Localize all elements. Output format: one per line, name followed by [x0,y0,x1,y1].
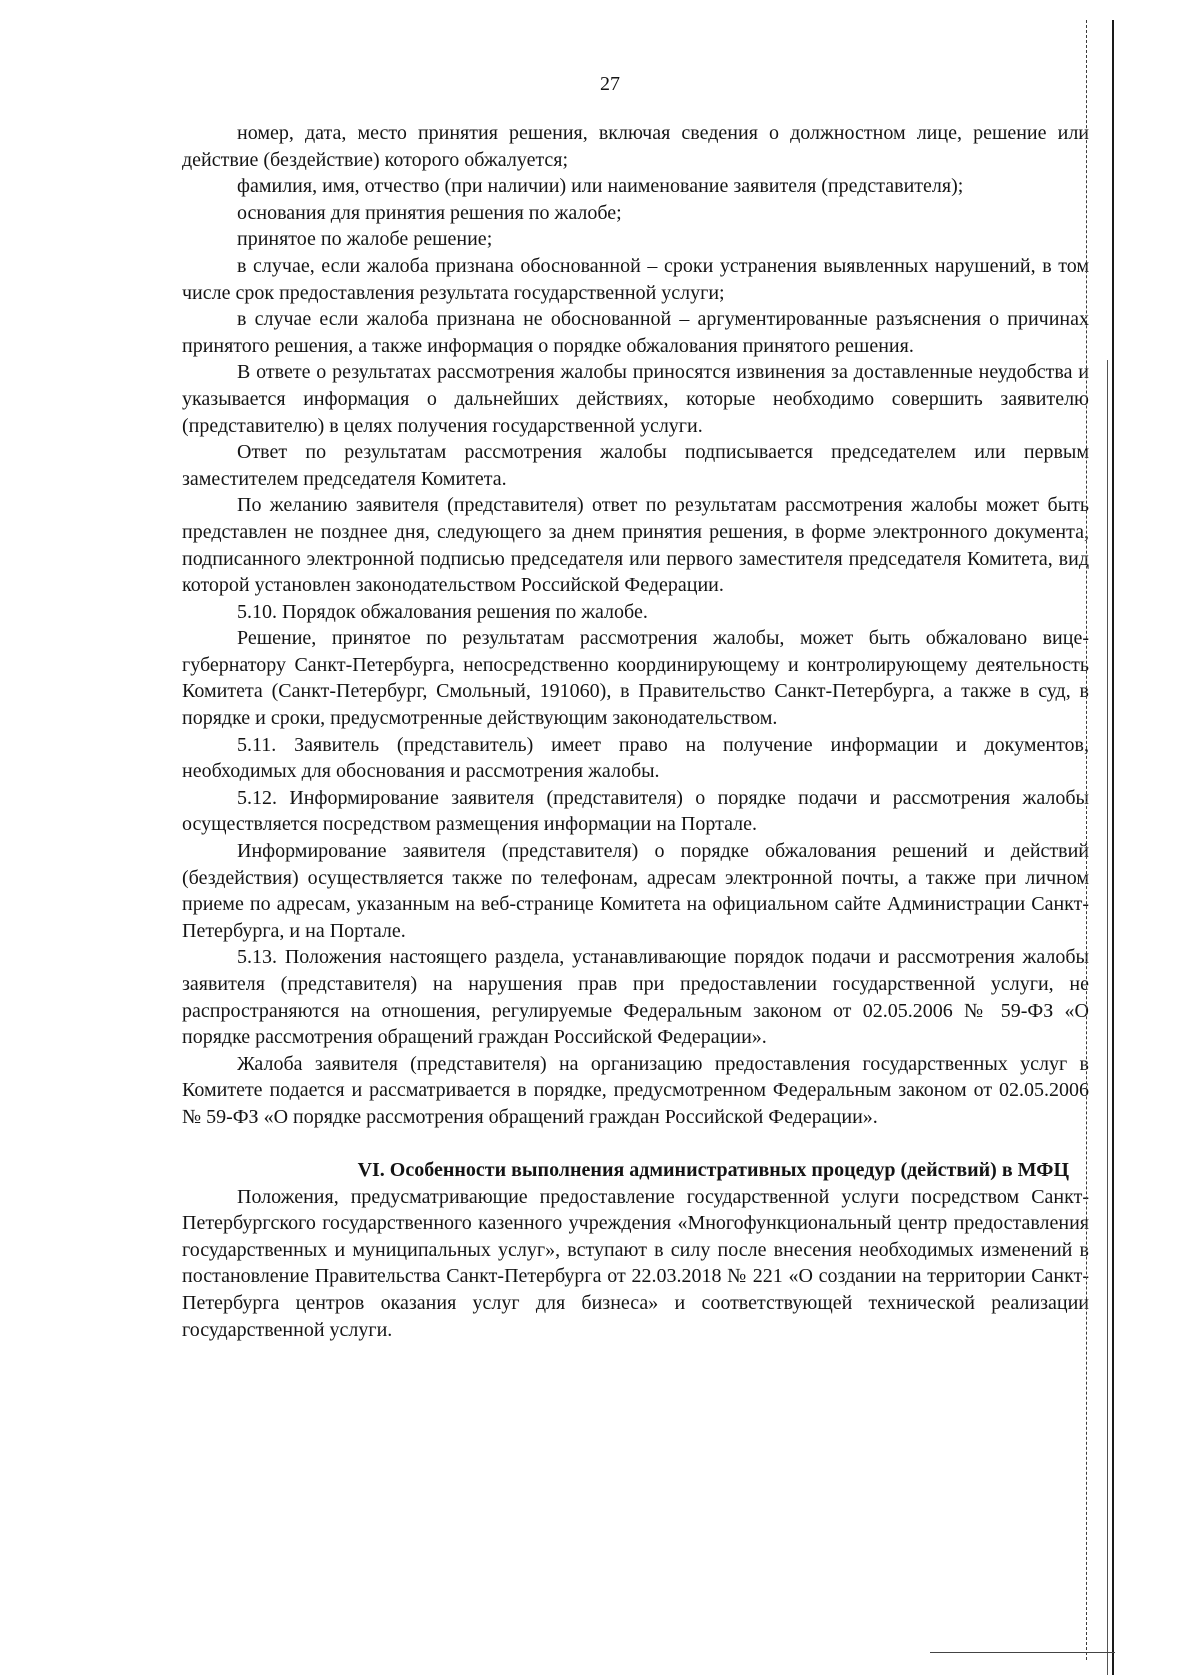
paragraph-complaint-organization: Жалоба заявителя (представителя) на организацию предоставления государственных услуг в Комитете подается и рассматривается в порядке, предусмотренном Федеральным законом от 02.05.2006 № 59-ФЗ «О порядке рассмотрения обращений граждан Российской Федерации». [182,1052,1089,1128]
paragraph-informing: Информирование заявителя (представителя) о порядке обжалования решений и действий (бездействия) осуществляется также по телефонам, адресам электронной почты, а также при личном приеме по адресам, указанным на веб-странице Комитета на официальном сайте Администрации Санкт-Петербурга, и на Портале. [182,840,1089,942]
paragraph-5-10: 5.10. Порядок обжалования решения по жалобе. [237,600,648,623]
paragraph-unjustified: в случае если жалоба признана не обоснованной – аргументированные разъяснения о причинах принятого решения, а также информация о порядке обжалования принятого решения. [182,308,1089,357]
document-body [182,120,1089,1343]
paragraph-decision: принятое по жалобе решение; [237,228,493,251]
paragraph-appeal: Решение, принятое по результатам рассмотрения жалобы, может быть обжаловано вице-губернатору Санкт-Петербурга, непосредственно координирующему и контролирующему деятельность Комитета (Санкт-Петербург, Смольный, 191060), в Правительство Санкт-Петербурга, а также в суд, в порядке и сроки, предусмотренные действующим законодательством. [182,627,1089,730]
paragraph-5-12: 5.12. Информирование заявителя (представителя) о порядке подачи и рассмотрения жалобы осуществляется посредством размещения информации на Портале. [182,786,1089,836]
paragraph-5-13: 5.13. Положения настоящего раздела, устанавливающие порядок подачи и рассмотрения жалобы заявителя (представителя) на нарушения прав при предоставлении государственной услуги, не распространяются на отношения, регулируемые Федеральным законом от 02.05.2006 № 59-ФЗ «О порядке рассмотрения обращений граждан Российской Федерации». [182,946,1089,1049]
scan-edge-line [1112,20,1114,1675]
section-heading: VI. Особенности выполнения административных процедур (действий) в МФЦ [357,1158,1069,1181]
paragraph-justified: в случае, если жалоба признана обоснованной – сроки устранения выявленных нарушений, в том числе срок предоставления результата государственной услуги; [182,254,1089,304]
paragraph-apologies: В ответе о результатах рассмотрения жалобы приносятся извинения за доставленные неудобства и указывается информация о дальнейших действиях, которые необходимо совершить заявителю (представителю) в целях получения государственной услуги. [182,361,1089,437]
scan-bottom-line [930,1652,1115,1653]
paragraph-signature: Ответ по результатам рассмотрения жалобы подписывается председателем или первым заместителем председателя Комитета. [182,441,1089,490]
scan-edge-dash [1086,20,1087,1660]
page-number: 27 [600,73,620,95]
paragraph-decision-details: номер, дата, место принятия решения, включая сведения о должностном лице, решение или действие (бездействие) которого обжалуется; [182,122,1089,171]
paragraph-grounds: основания для принятия решения по жалобе; [237,201,622,224]
scan-edge-line [1107,360,1108,1675]
paragraph-applicant-name: фамилия, имя, отчество (при наличии) или наименование заявителя (представителя); [237,175,964,198]
paragraph-mfc: Положения, предусматривающие предоставление государственной услуги посредством Санкт-Петербургского государственного казенного учреждения «Многофункциональный центр предоставления государственных и муниципальных услуг», вступают в силу после внесения необходимых изменений в постановление Правительства Санкт-Петербурга от 22.03.2018 № 221 «О создании на территории Санкт-Петербурга центров оказания услуг для бизнеса» и соответствующей технической реализации государственной услуги. [182,1185,1089,1341]
paragraph-electronic-answer: По желанию заявителя (представителя) ответ по результатам рассмотрения жалобы может быть представлен не позднее дня, следующего за днем принятия решения, в форме электронного документа, подписанного электронной подписью председателя или первого заместителя председателя Комитета, вид которой установлен законодательством Российской Федерации. [182,494,1089,597]
paragraph-5-11: 5.11. Заявитель (представитель) имеет право на получение информации и документов, необходимых для обоснования и рассмотрения жалобы. [182,733,1089,783]
